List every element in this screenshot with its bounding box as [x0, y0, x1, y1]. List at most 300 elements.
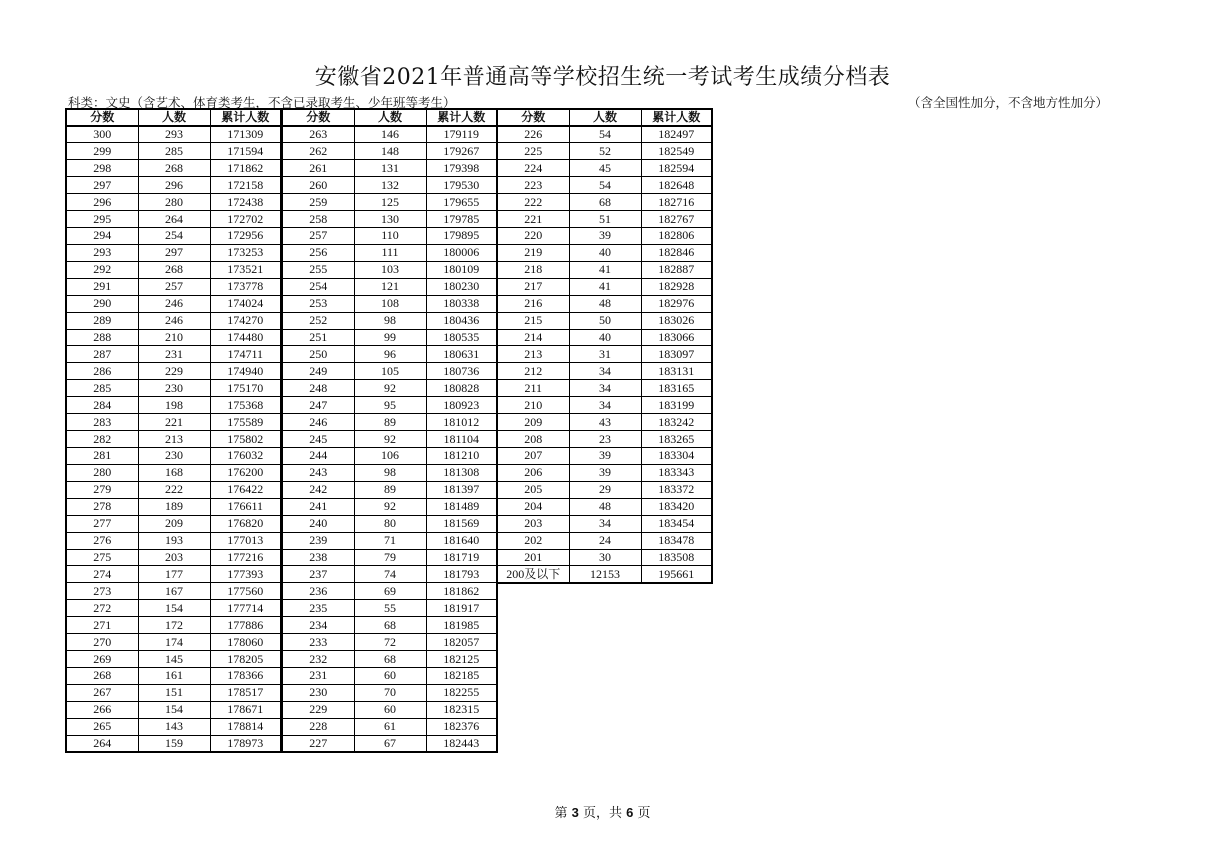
count-cell: 106 [354, 448, 426, 465]
cumulative-cell: 181012 [426, 414, 497, 431]
count-cell: 151 [138, 684, 210, 701]
count-cell: 48 [569, 498, 641, 515]
cumulative-cell: 181719 [426, 549, 497, 566]
score-cell: 208 [497, 431, 569, 448]
count-cell: 70 [354, 684, 426, 701]
score-cell: 214 [497, 329, 569, 346]
score-cell: 284 [66, 397, 138, 414]
score-cell: 245 [282, 431, 354, 448]
cumulative-cell: 181397 [426, 481, 497, 498]
cumulative-cell: 175589 [210, 414, 281, 431]
score-cell: 205 [497, 481, 569, 498]
table-row [282, 701, 497, 718]
column-header: 累计人数 [210, 109, 281, 126]
cumulative-cell: 182648 [641, 177, 712, 194]
count-cell: 52 [569, 143, 641, 160]
column-header: 分数 [66, 109, 138, 126]
table-row [66, 600, 281, 617]
score-cell: 229 [282, 701, 354, 718]
count-cell: 54 [569, 126, 641, 143]
count-cell: 50 [569, 312, 641, 329]
table-row [282, 549, 497, 566]
score-cell: 210 [497, 397, 569, 414]
count-cell: 177 [138, 566, 210, 583]
table-row [497, 464, 712, 481]
cumulative-cell: 183343 [641, 464, 712, 481]
score-cell: 258 [282, 211, 354, 228]
count-cell: 280 [138, 194, 210, 211]
table-row [66, 583, 281, 600]
cumulative-cell: 182846 [641, 244, 712, 261]
cumulative-cell: 181793 [426, 566, 497, 583]
score-cell: 275 [66, 549, 138, 566]
score-cell: 259 [282, 194, 354, 211]
count-cell: 210 [138, 329, 210, 346]
table-row [282, 261, 497, 278]
table-row [497, 177, 712, 194]
cumulative-cell: 173253 [210, 244, 281, 261]
cumulative-cell: 177393 [210, 566, 281, 583]
table-row [497, 295, 712, 312]
count-cell: 145 [138, 651, 210, 668]
footer-suffix: 页 [637, 806, 651, 821]
score-cell: 237 [282, 566, 354, 583]
count-cell: 68 [569, 194, 641, 211]
cumulative-cell: 183372 [641, 481, 712, 498]
cumulative-cell: 182125 [426, 651, 497, 668]
cumulative-cell: 176422 [210, 481, 281, 498]
table-row [282, 363, 497, 380]
table-row [66, 651, 281, 668]
table-row [282, 583, 497, 600]
cumulative-cell: 174270 [210, 312, 281, 329]
count-cell: 268 [138, 261, 210, 278]
count-cell: 148 [354, 143, 426, 160]
cumulative-cell: 172158 [210, 177, 281, 194]
score-cell: 255 [282, 261, 354, 278]
score-cell: 272 [66, 600, 138, 617]
table-row [497, 532, 712, 549]
count-cell: 60 [354, 701, 426, 718]
table-row [497, 481, 712, 498]
score-cell: 269 [66, 651, 138, 668]
table-row [282, 295, 497, 312]
cumulative-cell: 178973 [210, 735, 281, 752]
count-cell: 172 [138, 617, 210, 634]
count-cell: 105 [354, 363, 426, 380]
cumulative-cell: 174711 [210, 346, 281, 363]
score-cell: 274 [66, 566, 138, 583]
cumulative-cell: 181210 [426, 448, 497, 465]
count-cell: 131 [354, 160, 426, 177]
table-row [497, 346, 712, 363]
count-cell: 130 [354, 211, 426, 228]
table-row [497, 312, 712, 329]
cumulative-cell: 182887 [641, 261, 712, 278]
count-cell: 231 [138, 346, 210, 363]
table-row [497, 160, 712, 177]
cumulative-cell: 172956 [210, 228, 281, 245]
table-row [497, 448, 712, 465]
table-row [66, 549, 281, 566]
score-cell: 295 [66, 211, 138, 228]
count-cell: 80 [354, 515, 426, 532]
table-row [282, 160, 497, 177]
score-cell: 261 [282, 160, 354, 177]
score-cell: 216 [497, 295, 569, 312]
count-cell: 55 [354, 600, 426, 617]
table-row [66, 515, 281, 532]
cumulative-cell: 181489 [426, 498, 497, 515]
score-cell: 219 [497, 244, 569, 261]
page-footer [0, 802, 1205, 821]
column-header: 人数 [354, 109, 426, 126]
table-row [497, 194, 712, 211]
cumulative-cell: 178366 [210, 668, 281, 685]
table-row [66, 194, 281, 211]
table-row [66, 228, 281, 245]
table-row [497, 549, 712, 566]
score-cell: 280 [66, 464, 138, 481]
count-cell: 297 [138, 244, 210, 261]
count-cell: 213 [138, 431, 210, 448]
table-row [66, 143, 281, 160]
cumulative-cell: 175368 [210, 397, 281, 414]
table-row [282, 448, 497, 465]
count-cell: 68 [354, 651, 426, 668]
cumulative-cell: 180736 [426, 363, 497, 380]
count-cell: 98 [354, 464, 426, 481]
cumulative-cell: 177714 [210, 600, 281, 617]
score-cell: 244 [282, 448, 354, 465]
cumulative-cell: 179895 [426, 228, 497, 245]
table-row [66, 363, 281, 380]
table-row [497, 329, 712, 346]
cumulative-cell: 182806 [641, 228, 712, 245]
count-cell: 268 [138, 160, 210, 177]
bonus-note: （含全国性加分，不含地方性加分） [907, 95, 1108, 110]
score-cell: 200及以下 [497, 566, 569, 583]
score-cell: 291 [66, 278, 138, 295]
cumulative-cell: 180923 [426, 397, 497, 414]
cumulative-cell: 182976 [641, 295, 712, 312]
table-row [282, 684, 497, 701]
table-row [497, 261, 712, 278]
score-cell: 227 [282, 735, 354, 752]
cumulative-cell: 178060 [210, 634, 281, 651]
cumulative-cell: 174480 [210, 329, 281, 346]
column-header: 分数 [497, 109, 569, 126]
count-cell: 60 [354, 668, 426, 685]
cumulative-cell: 183165 [641, 380, 712, 397]
score-cell: 287 [66, 346, 138, 363]
score-cell: 206 [497, 464, 569, 481]
table-row [497, 380, 712, 397]
cumulative-cell: 177013 [210, 532, 281, 549]
cumulative-cell: 182767 [641, 211, 712, 228]
table-row [66, 211, 281, 228]
cumulative-cell: 183131 [641, 363, 712, 380]
table-row [282, 668, 497, 685]
table-row [282, 211, 497, 228]
table-row [497, 397, 712, 414]
table-row [66, 431, 281, 448]
score-cell: 246 [282, 414, 354, 431]
column-header: 累计人数 [426, 109, 497, 126]
count-cell: 45 [569, 160, 641, 177]
score-cell: 296 [66, 194, 138, 211]
table-row [282, 718, 497, 735]
cumulative-cell: 176820 [210, 515, 281, 532]
table-row [282, 566, 497, 583]
cumulative-cell: 178205 [210, 651, 281, 668]
score-cell: 239 [282, 532, 354, 549]
count-cell: 29 [569, 481, 641, 498]
count-cell: 246 [138, 312, 210, 329]
score-cell: 283 [66, 414, 138, 431]
cumulative-cell: 180230 [426, 278, 497, 295]
cumulative-cell: 175170 [210, 380, 281, 397]
count-cell: 103 [354, 261, 426, 278]
table-header-row [497, 109, 712, 126]
table-row [66, 532, 281, 549]
table-row [282, 346, 497, 363]
cumulative-cell: 183265 [641, 431, 712, 448]
score-cell: 209 [497, 414, 569, 431]
count-cell: 43 [569, 414, 641, 431]
score-cell: 298 [66, 160, 138, 177]
count-cell: 264 [138, 211, 210, 228]
cumulative-cell: 182057 [426, 634, 497, 651]
table-row [282, 464, 497, 481]
count-cell: 110 [354, 228, 426, 245]
count-cell: 92 [354, 431, 426, 448]
cumulative-cell: 180535 [426, 329, 497, 346]
count-cell: 30 [569, 549, 641, 566]
count-cell: 92 [354, 380, 426, 397]
score-cell: 292 [66, 261, 138, 278]
cumulative-cell: 183026 [641, 312, 712, 329]
cumulative-cell: 183097 [641, 346, 712, 363]
count-cell: 34 [569, 363, 641, 380]
count-cell: 99 [354, 329, 426, 346]
cumulative-cell: 180109 [426, 261, 497, 278]
score-cell: 285 [66, 380, 138, 397]
count-cell: 48 [569, 295, 641, 312]
count-cell: 167 [138, 583, 210, 600]
count-cell: 41 [569, 278, 641, 295]
cumulative-cell: 180631 [426, 346, 497, 363]
cumulative-cell: 177216 [210, 549, 281, 566]
cumulative-cell: 179655 [426, 194, 497, 211]
score-cell: 289 [66, 312, 138, 329]
table-row [282, 397, 497, 414]
score-cell: 248 [282, 380, 354, 397]
score-cell: 235 [282, 600, 354, 617]
score-cell: 201 [497, 549, 569, 566]
count-cell: 67 [354, 735, 426, 752]
count-cell: 12153 [569, 566, 641, 583]
count-cell: 189 [138, 498, 210, 515]
count-cell: 40 [569, 244, 641, 261]
score-cell: 282 [66, 431, 138, 448]
count-cell: 161 [138, 668, 210, 685]
table-row [497, 143, 712, 160]
count-cell: 68 [354, 617, 426, 634]
count-cell: 293 [138, 126, 210, 143]
count-cell: 230 [138, 448, 210, 465]
count-cell: 154 [138, 600, 210, 617]
table-row [66, 464, 281, 481]
column-header: 分数 [282, 109, 354, 126]
table-row [66, 634, 281, 651]
cumulative-cell: 180006 [426, 244, 497, 261]
score-cell: 268 [66, 668, 138, 685]
table-row [66, 668, 281, 685]
score-cell: 260 [282, 177, 354, 194]
score-cell: 265 [66, 718, 138, 735]
table-row [66, 160, 281, 177]
score-cell: 286 [66, 363, 138, 380]
cumulative-cell: 179530 [426, 177, 497, 194]
cumulative-cell: 182255 [426, 684, 497, 701]
score-cell: 236 [282, 583, 354, 600]
table-row [282, 532, 497, 549]
count-cell: 39 [569, 464, 641, 481]
count-cell: 143 [138, 718, 210, 735]
score-cell: 263 [282, 126, 354, 143]
count-cell: 72 [354, 634, 426, 651]
count-cell: 257 [138, 278, 210, 295]
table-row [497, 566, 712, 583]
cumulative-cell: 174940 [210, 363, 281, 380]
score-cell: 223 [497, 177, 569, 194]
table-row [66, 735, 281, 752]
cumulative-cell: 180338 [426, 295, 497, 312]
table-row [66, 312, 281, 329]
table-row [282, 380, 497, 397]
score-cell: 279 [66, 481, 138, 498]
cumulative-cell: 183199 [641, 397, 712, 414]
count-cell: 31 [569, 346, 641, 363]
count-cell: 89 [354, 414, 426, 431]
score-cell: 264 [66, 735, 138, 752]
cumulative-cell: 182549 [641, 143, 712, 160]
cumulative-cell: 181104 [426, 431, 497, 448]
table-row [66, 346, 281, 363]
count-cell: 146 [354, 126, 426, 143]
table-row [497, 431, 712, 448]
score-cell: 218 [497, 261, 569, 278]
count-cell: 111 [354, 244, 426, 261]
score-cell: 204 [497, 498, 569, 515]
count-cell: 246 [138, 295, 210, 312]
cumulative-cell: 181985 [426, 617, 497, 634]
table-row [282, 735, 497, 752]
count-cell: 39 [569, 448, 641, 465]
count-cell: 95 [354, 397, 426, 414]
score-cell: 243 [282, 464, 354, 481]
subject-label: 科类：文史（含艺术、体育类考生，不含已录取考生、少年班等考生） [68, 95, 456, 110]
count-cell: 132 [354, 177, 426, 194]
cumulative-cell: 183454 [641, 515, 712, 532]
count-cell: 221 [138, 414, 210, 431]
count-cell: 71 [354, 532, 426, 549]
score-cell: 270 [66, 634, 138, 651]
table-row [66, 295, 281, 312]
score-cell: 241 [282, 498, 354, 515]
score-cell: 253 [282, 295, 354, 312]
score-cell: 222 [497, 194, 569, 211]
table-row [66, 261, 281, 278]
score-cell: 257 [282, 228, 354, 245]
score-cell: 273 [66, 583, 138, 600]
column-header: 累计人数 [641, 109, 712, 126]
cumulative-cell: 183420 [641, 498, 712, 515]
cumulative-cell: 172702 [210, 211, 281, 228]
table-row [66, 414, 281, 431]
table-row [66, 244, 281, 261]
score-cell: 299 [66, 143, 138, 160]
cumulative-cell: 171309 [210, 126, 281, 143]
score-cell: 221 [497, 211, 569, 228]
count-cell: 198 [138, 397, 210, 414]
score-cell: 230 [282, 684, 354, 701]
table-row [66, 177, 281, 194]
score-cell: 290 [66, 295, 138, 312]
count-cell: 285 [138, 143, 210, 160]
score-cell: 224 [497, 160, 569, 177]
table-row [282, 414, 497, 431]
table-row [66, 566, 281, 583]
score-cell: 249 [282, 363, 354, 380]
table-row [282, 634, 497, 651]
table-row [66, 329, 281, 346]
count-cell: 54 [569, 177, 641, 194]
count-cell: 41 [569, 261, 641, 278]
footer-prefix: 第 [554, 806, 568, 821]
cumulative-cell: 181640 [426, 532, 497, 549]
count-cell: 174 [138, 634, 210, 651]
score-cell: 225 [497, 143, 569, 160]
count-cell: 51 [569, 211, 641, 228]
score-cell: 266 [66, 701, 138, 718]
table-row [282, 228, 497, 245]
cumulative-cell: 178814 [210, 718, 281, 735]
score-cell: 217 [497, 278, 569, 295]
footer-total-pages: 6 [626, 805, 634, 820]
cumulative-cell: 183066 [641, 329, 712, 346]
table-header-row [282, 109, 497, 126]
table-row [66, 448, 281, 465]
count-cell: 193 [138, 532, 210, 549]
score-cell: 226 [497, 126, 569, 143]
count-cell: 39 [569, 228, 641, 245]
cumulative-cell: 183242 [641, 414, 712, 431]
score-cell: 297 [66, 177, 138, 194]
cumulative-cell: 173521 [210, 261, 281, 278]
footer-mid: 页，共 [582, 806, 622, 821]
count-cell: 92 [354, 498, 426, 515]
score-cell: 276 [66, 532, 138, 549]
table-row [497, 278, 712, 295]
cumulative-cell: 179398 [426, 160, 497, 177]
table-row [282, 177, 497, 194]
score-cell: 281 [66, 448, 138, 465]
score-cell: 203 [497, 515, 569, 532]
table-row [282, 431, 497, 448]
column-header: 人数 [138, 109, 210, 126]
